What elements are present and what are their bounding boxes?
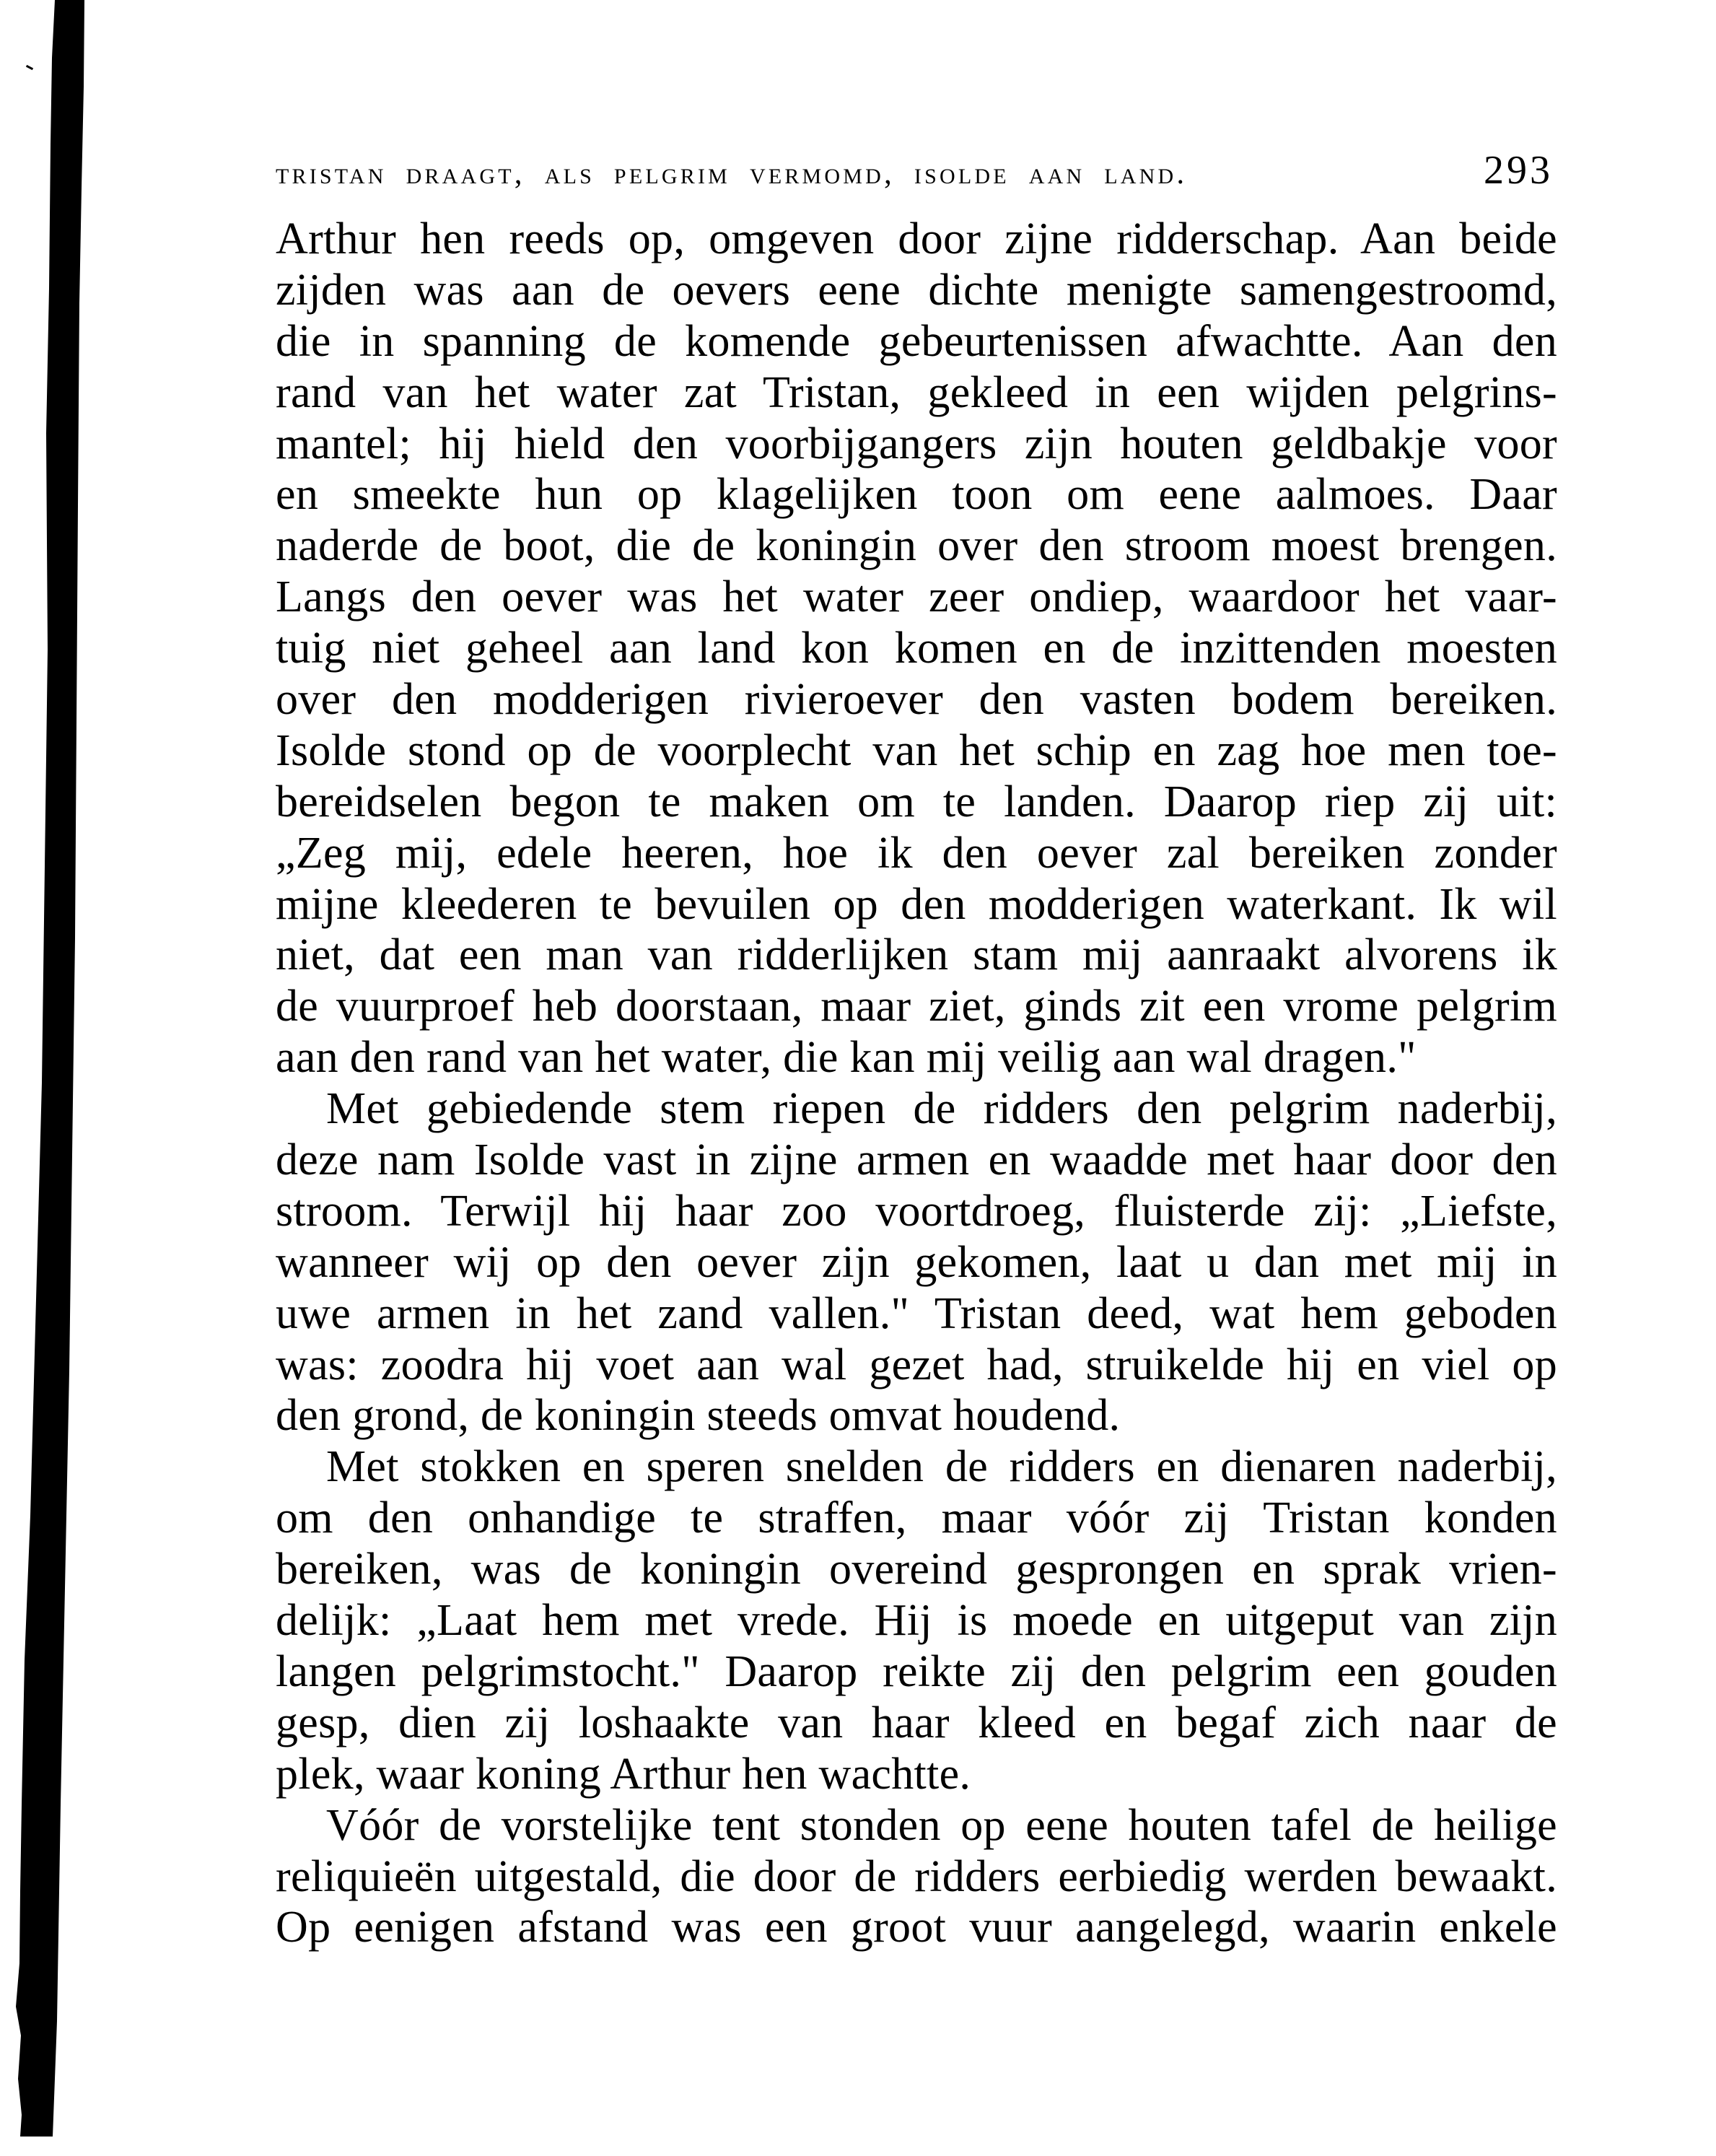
text-line: bereidselen begon te maken om te landen. Daarop riep zij uit:	[276, 777, 1557, 826]
paragraph-first-line: Vóór de vorstelijke tent stonden op eene houten tafel de heilige	[326, 1800, 1557, 1850]
text-line: reliquieën uitgestald, die door de ridders eerbiedig werden bewaakt.	[276, 1851, 1557, 1901]
text-line: Isolde stond op de voorplecht van het schip en zag hoe men toe-	[276, 725, 1557, 775]
paragraph-first-line: Met gebiedende stem riepen de ridders den pelgrim naderbij,	[326, 1084, 1557, 1134]
text-line: en smeekte hun op klagelijken toon om eene aalmoes. Daar	[276, 470, 1557, 520]
text-line: aan den rand van het water, die kan mij veilig aan wal dragen."	[276, 1033, 1417, 1083]
text-line: Op eenigen afstand was een groot vuur aangelegd, waarin enkele	[276, 1903, 1557, 1952]
text-line: Arthur hen reeds op, omgeven door zijne ridderschap. Aan beide	[276, 214, 1557, 263]
text-line: delijk: „Laat hem met vrede. Hij is moede en uitgeput van zijn	[276, 1596, 1557, 1646]
text-line: langen pelgrimstocht." Daarop reikte zij den pelgrim een gouden	[276, 1646, 1557, 1696]
text-line: plek, waar koning Arthur hen wachtte.	[276, 1749, 971, 1799]
body-text	[276, 214, 1557, 1953]
text-line: gesp, dien zij loshaakte van haar kleed en begaf zich naar de	[276, 1698, 1557, 1747]
text-line: naderde de boot, die de koningin over den stroom moest brengen.	[276, 521, 1557, 571]
text-line: bereiken, was de koningin overeind gesprongen en sprak vrien-	[276, 1545, 1557, 1594]
text-line: „Zeg mij, edele heeren, hoe ik den oever zal bereiken zonder	[276, 828, 1557, 878]
text-line: die in spanning de komende gebeurtenissen afwachtte. Aan den	[276, 316, 1557, 366]
text-line: om den onhandige te straffen, maar vóór zij Tristan konden	[276, 1493, 1557, 1543]
text-line: zijden was aan de oevers eene dichte menigte samengestroomd,	[276, 265, 1557, 315]
text-line: wanneer wij op den oever zijn gekomen, laat u dan met mij in	[276, 1237, 1557, 1287]
text-line: uwe armen in het zand vallen." Tristan deed, wat hem geboden	[276, 1288, 1557, 1338]
text-line: stroom. Terwijl hij haar zoo voortdroeg, fluisterde zij: „Liefste,	[276, 1186, 1557, 1236]
text-line: was: zoodra hij voet aan wal gezet had, struikelde hij en viel op	[276, 1340, 1557, 1389]
page-number: 293	[1484, 148, 1553, 193]
scanned-binding-edge	[0, 0, 101, 2140]
text-line: mijne kleederen te bevuilen op den modderigen waterkant. Ik wil	[276, 879, 1557, 929]
text-line: tuig niet geheel aan land kon komen en de inzittenden moesten	[276, 624, 1557, 673]
text-line: Langs den oever was het water zeer ondiep, waardoor het vaar-	[276, 572, 1557, 622]
text-line: de vuurproef heb doorstaan, maar ziet, ginds zit een vrome pelgrim	[276, 982, 1557, 1031]
text-line: den grond, de koningin steeds omvat houdend.	[276, 1391, 1121, 1441]
running-title: tristan draagt, als pelgrim vermomd, isolde aan land.	[276, 157, 1188, 191]
text-line: deze nam Isolde vast in zijne armen en waadde met haar door den	[276, 1135, 1557, 1185]
text-line: over den modderigen rivieroever den vasten bodem bereiken.	[276, 675, 1557, 725]
paragraph-first-line: Met stokken en speren snelden de ridders en dienaren naderbij,	[326, 1442, 1557, 1492]
text-line: mantel; hij hield den voorbijgangers zijn houten geldbakje voor	[276, 419, 1557, 468]
text-line: rand van het water zat Tristan, gekleed in een wijden pelgrins-	[276, 367, 1557, 417]
text-line: niet, dat een man van ridderlijken stam mij aanraakt alvorens ik	[276, 930, 1557, 980]
running-head	[276, 147, 1557, 193]
